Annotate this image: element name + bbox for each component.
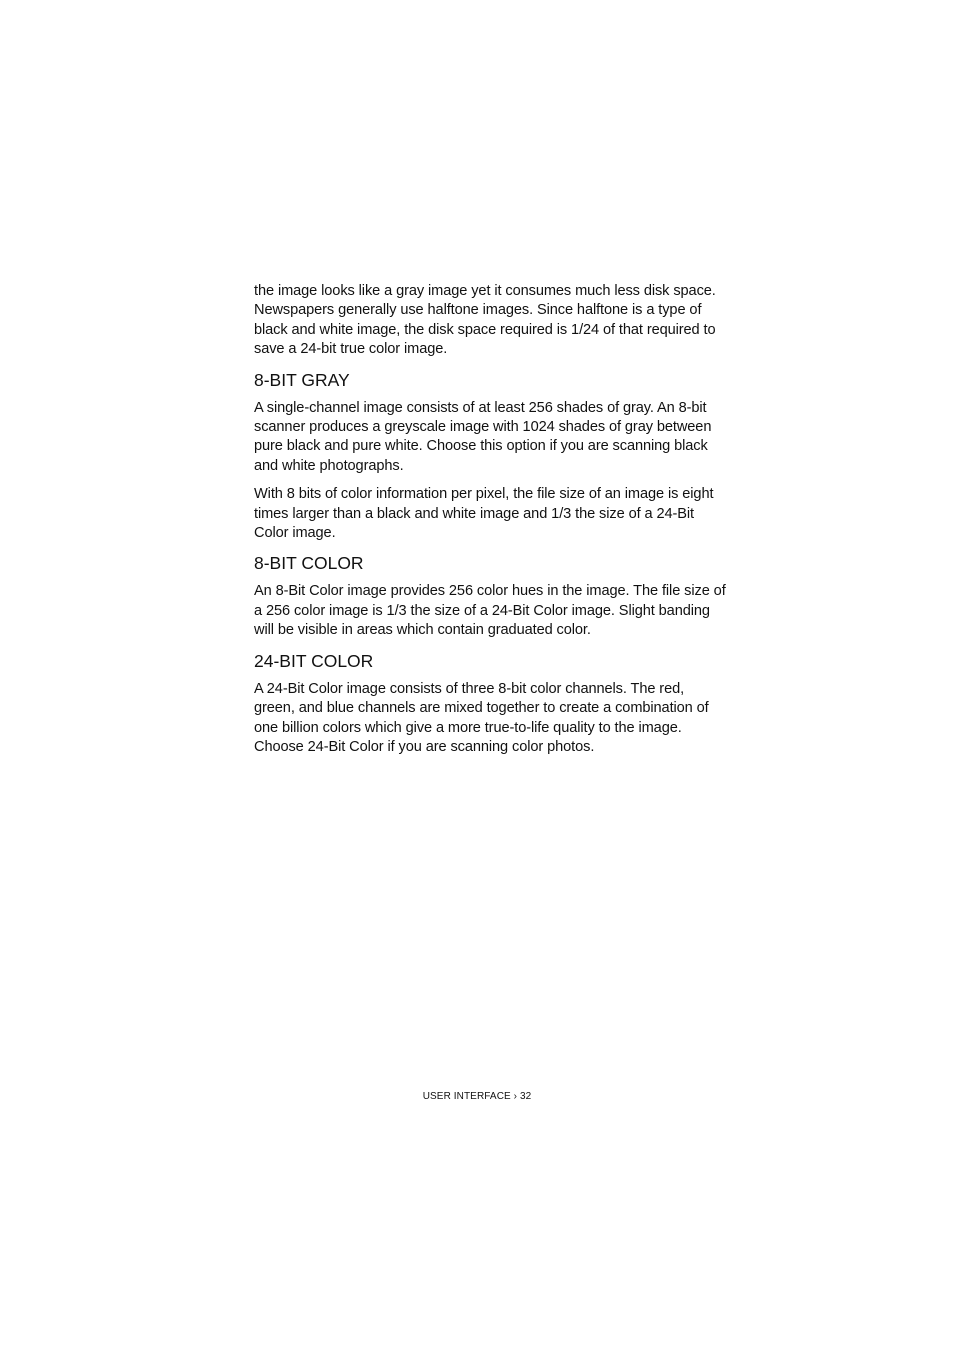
page-content — [254, 282, 726, 766]
paragraph-8-bit-gray-1: A single-channel image consists of at least 256 shades of gray. An 8-bit scanner produces a greyscale image with 1024 shades of gray between pure black and pure white. Choose this option if you are scanning black and white photographs. — [254, 399, 712, 474]
heading-8-bit-gray: 8-BIT GRAY — [254, 369, 350, 390]
paragraph-8-bit-color-1: An 8-Bit Color image provides 256 color hues in the image. The file size of a 256 color image is 1/3 the size of a 24-Bit Color image. Slight banding will be visible in areas which contain graduated color. — [254, 583, 726, 639]
paragraph-8-bit-gray-2: With 8 bits of color information per pixel, the file size of an image is eight times larger than a black and white image and 1/3 the size of a 24-Bit Color image. — [254, 486, 714, 542]
heading-8-bit-color: 8-BIT COLOR — [254, 553, 364, 574]
page-footer: USER INTERFACE › 32 — [422, 1091, 532, 1102]
heading-24-bit-color: 24-BIT COLOR — [254, 650, 374, 671]
intro-paragraph: the image looks like a gray image yet it consumes much less disk space. Newspapers generally use halftone images. Since halftone is a type of black and white image, the disk space required is 1/24 of that required to save a 24-bit true color image. — [254, 283, 716, 358]
paragraph-24-bit-color-1: A 24-Bit Color image consists of three 8-bit color channels. The red, green, and blue channels are mixed together to create a combination of one billion colors which give a more true-to-life quality to the image. Choose 24-Bit Color if you are scanning color photos. — [254, 680, 709, 755]
